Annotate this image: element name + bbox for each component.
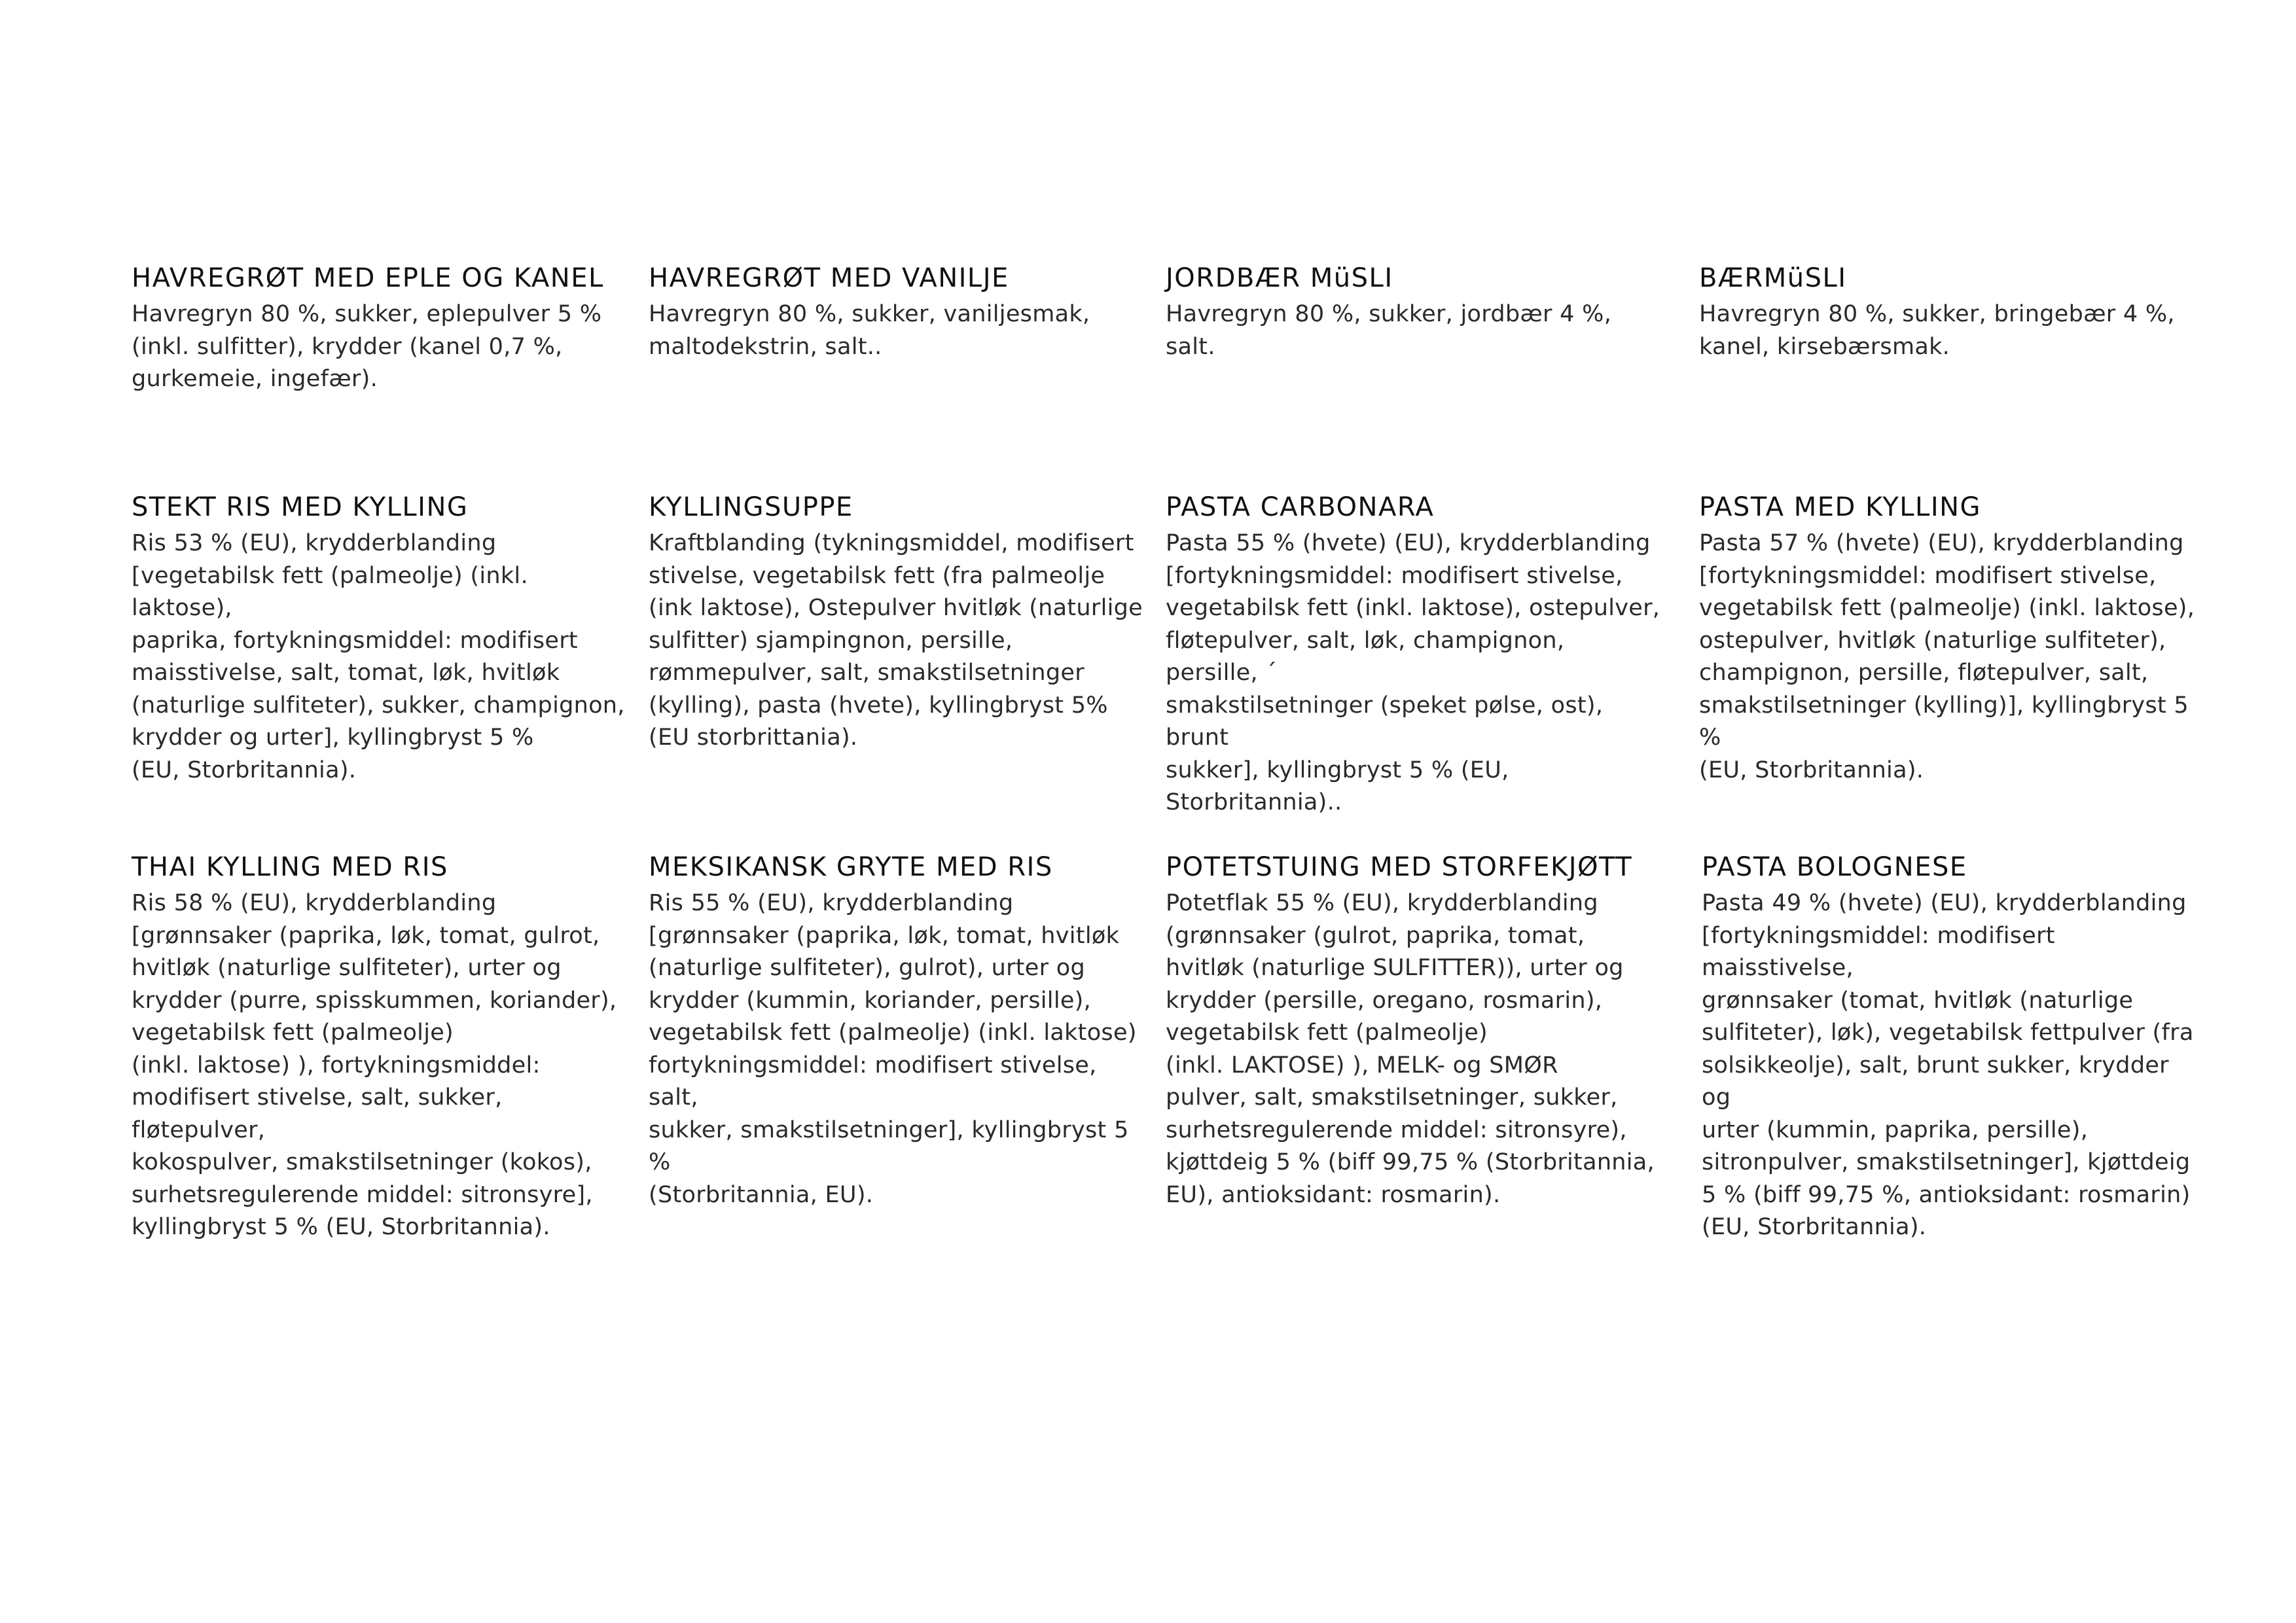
product-title: KYLLINGSUPPE: [649, 492, 853, 522]
product-kyllingsuppe: [649, 490, 1146, 755]
product-meksikansk-gryte: [649, 849, 1146, 1211]
product-title: MEKSIKANSK GRYTE MED RIS: [649, 852, 1053, 882]
product-ingredients: Pasta 49 % (hvete) (EU), krydderblanding [fortykningsmiddel: modifisert maisstivelse, grønnsaker (tomat, hvitløk (naturlige sulfiteter), løk), vegetabilsk fettpulver (fra solsikkeolje), salt, brunt sukker, krydder og urter (kummin, paprika, persille), sitronpulver, smakstilsetninger], kjøttdeig 5 % (biff 99,75 %, antioksidant: rosmarin) (EU, Storbritannia).: [1702, 890, 2194, 1240]
product-havregrot-vanilje: [649, 260, 1146, 363]
product-ingredients: Ris 58 % (EU), krydderblanding [grønnsaker (paprika, løk, tomat, gulrot, hvitløk (naturlige sulfiteter), urter og krydder (purre, spisskummen, koriander), vegetabilsk fett (palmeolje) (inkl. laktose) ), fortykningsmiddel: modifisert stivelse, salt, sukker, fløtepulver, kokospulver, smakstilsetninger (kokos), surhetsregulerende middel: sitronsyre], kyllingbryst 5 % (EU, Storbritannia).: [132, 890, 617, 1240]
product-ingredients: Pasta 55 % (hvete) (EU), krydderblanding [fortykningsmiddel: modifisert stivelse, vegetabilsk fett (inkl. laktose), ostepulver, fløtepulver, salt, løk, champignon, persille, ´ smakstilsetninger (speket pølse, ost), brunt sukker], kyllingbryst 5 % (EU, Storbritannia)..: [1166, 530, 1660, 815]
product-title: PASTA BOLOGNESE: [1702, 852, 1967, 882]
product-title: HAVREGRØT MED VANILJE: [649, 263, 1009, 293]
product-title: HAVREGRØT MED EPLE OG KANEL: [132, 263, 604, 293]
product-ingredients: Havregryn 80 %, sukker, eplepulver 5 % (inkl. sulfitter), krydder (kanel 0,7 %, gurkemeie, ingefær).: [132, 301, 602, 392]
product-title: PASTA MED KYLLING: [1699, 492, 1982, 522]
product-ingredients: Havregryn 80 %, sukker, bringebær 4 %, kanel, kirsebærsmak.: [1699, 301, 2175, 360]
product-title: STEKT RIS MED KYLLING: [132, 492, 469, 522]
product-title: THAI KYLLING MED RIS: [132, 852, 448, 882]
product-jordbaer-musli: [1166, 260, 1663, 363]
product-thai-kylling-ris: [132, 849, 629, 1244]
product-stekt-ris-kylling: [132, 490, 629, 787]
product-ingredients: Pasta 57 % (hvete) (EU), krydderblanding [fortykningsmiddel: modifisert stivelse, vegetabilsk fett (palmeolje) (inkl. laktose), ostepulver, hvitløk (naturlige sulfiteter), champignon, persille, fløtepulver, salt, smakstilsetninger (kylling)], kyllingbryst 5 % (EU, Storbritannia).: [1699, 530, 2195, 783]
product-ingredients: Havregryn 80 %, sukker, vaniljesmak, maltodekstrin, salt..: [649, 301, 1090, 360]
product-pasta-bolognese: [1702, 849, 2199, 1244]
product-ingredients: Ris 53 % (EU), krydderblanding [vegetabilsk fett (palmeolje) (inkl. laktose), paprika, fortykningsmiddel: modifisert maisstivelse, salt, tomat, løk, hvitløk (naturlige sulfiteter), sukker, champignon, krydder og urter], kyllingbryst 5 % (EU, Storbritannia).: [132, 530, 625, 783]
product-title: POTETSTUING MED STORFEKJØTT: [1166, 852, 1633, 882]
product-title: PASTA CARBONARA: [1166, 492, 1435, 522]
product-baermusli: [1699, 260, 2197, 363]
product-ingredients: Havregryn 80 %, sukker, jordbær 4 %, salt.: [1166, 301, 1612, 360]
product-havregrot-eple-kanel: [132, 260, 629, 396]
product-ingredients: Potetflak 55 % (EU), krydderblanding (grønnsaker (gulrot, paprika, tomat, hvitløk (naturlige SULFITTER)), urter og krydder (persille, oregano, rosmarin), vegetabilsk fett (palmeolje) (inkl. LAKTOSE) ), MELK- og SMØR pulver, salt, smakstilsetninger, sukker, surhetsregulerende middel: sitronsyre), kjøttdeig 5 % (biff 99,75 % (Storbritannia, EU), antioksidant: rosmarin).: [1166, 890, 1655, 1208]
product-title: JORDBÆR MüSLI: [1166, 263, 1393, 293]
product-pasta-kylling: [1699, 490, 2197, 787]
product-ingredients: Kraftblanding (tykningsmiddel, modifisert stivelse, vegetabilsk fett (fra palmeolje (ink laktose), Ostepulver hvitløk (naturlige sulfitter) sjampingnon, persille, rømmepulver, salt, smakstilsetninger (kylling), pasta (hvete), kyllingbryst 5% (EU storbrittania).: [649, 530, 1143, 751]
product-ingredients: Ris 55 % (EU), krydderblanding [grønnsaker (paprika, løk, tomat, hvitløk (naturlige sulfiteter), gulrot), urter og krydder (kummin, koriander, persille), vegetabilsk fett (palmeolje) (inkl. laktose) fortykningsmiddel: modifisert stivelse, salt, sukker, smakstilsetninger], kyllingbryst 5 % (Storbritannia, EU).: [649, 890, 1137, 1208]
product-potetstuing-storfekjott: [1166, 849, 1663, 1211]
product-title: BÆRMüSLI: [1699, 263, 1847, 293]
product-pasta-carbonara: [1166, 490, 1663, 819]
